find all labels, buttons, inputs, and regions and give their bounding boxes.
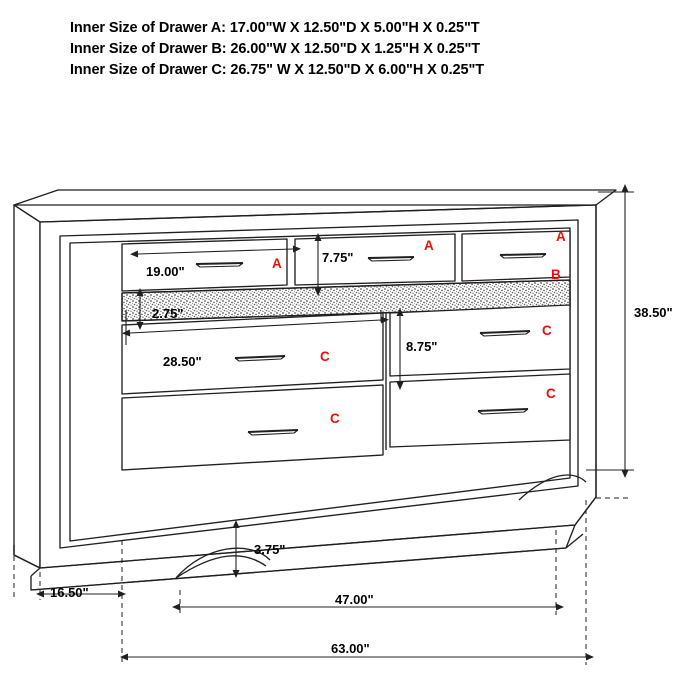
dim-overall-width: 63.00" xyxy=(331,641,370,656)
dim-depth: 16.50" xyxy=(50,585,89,600)
drawer-tag-a-left: A xyxy=(272,256,282,271)
dim-drawer-c-width: 28.50" xyxy=(163,354,202,369)
dim-drawer-c-height: 8.75" xyxy=(406,339,438,354)
drawer-tag-c-bottom-left: C xyxy=(330,411,340,426)
drawer-tag-c-bottom-right: C xyxy=(546,386,556,401)
drawer-tag-a-middle: A xyxy=(424,238,434,253)
dim-drawer-a-height: 7.75" xyxy=(322,250,354,265)
drawer-tag-c-top-left: C xyxy=(320,349,330,364)
dim-drawer-a-width: 19.00" xyxy=(146,264,185,279)
spec-line-drawer-b: Inner Size of Drawer B: 26.00"W X 12.50"D X 1.25"H X 0.25"T xyxy=(70,41,481,57)
dim-base-height: 3.75" xyxy=(254,542,286,557)
drawer-tag-b: B xyxy=(551,267,561,282)
drawer-tag-a-right: A xyxy=(556,229,566,244)
spec-line-drawer-c: Inner Size of Drawer C: 26.75" W X 12.50"D X 6.00"H X 0.25"T xyxy=(70,62,484,78)
spec-line-drawer-a: Inner Size of Drawer A: 17.00"W X 12.50"D X 5.00"H X 0.25"T xyxy=(70,20,480,36)
dim-drawer-b-height: 2.75" xyxy=(152,306,184,321)
dim-inner-width: 47.00" xyxy=(335,592,374,607)
dim-overall-height: 38.50" xyxy=(634,305,673,320)
drawer-tag-c-top-right: C xyxy=(542,323,552,338)
